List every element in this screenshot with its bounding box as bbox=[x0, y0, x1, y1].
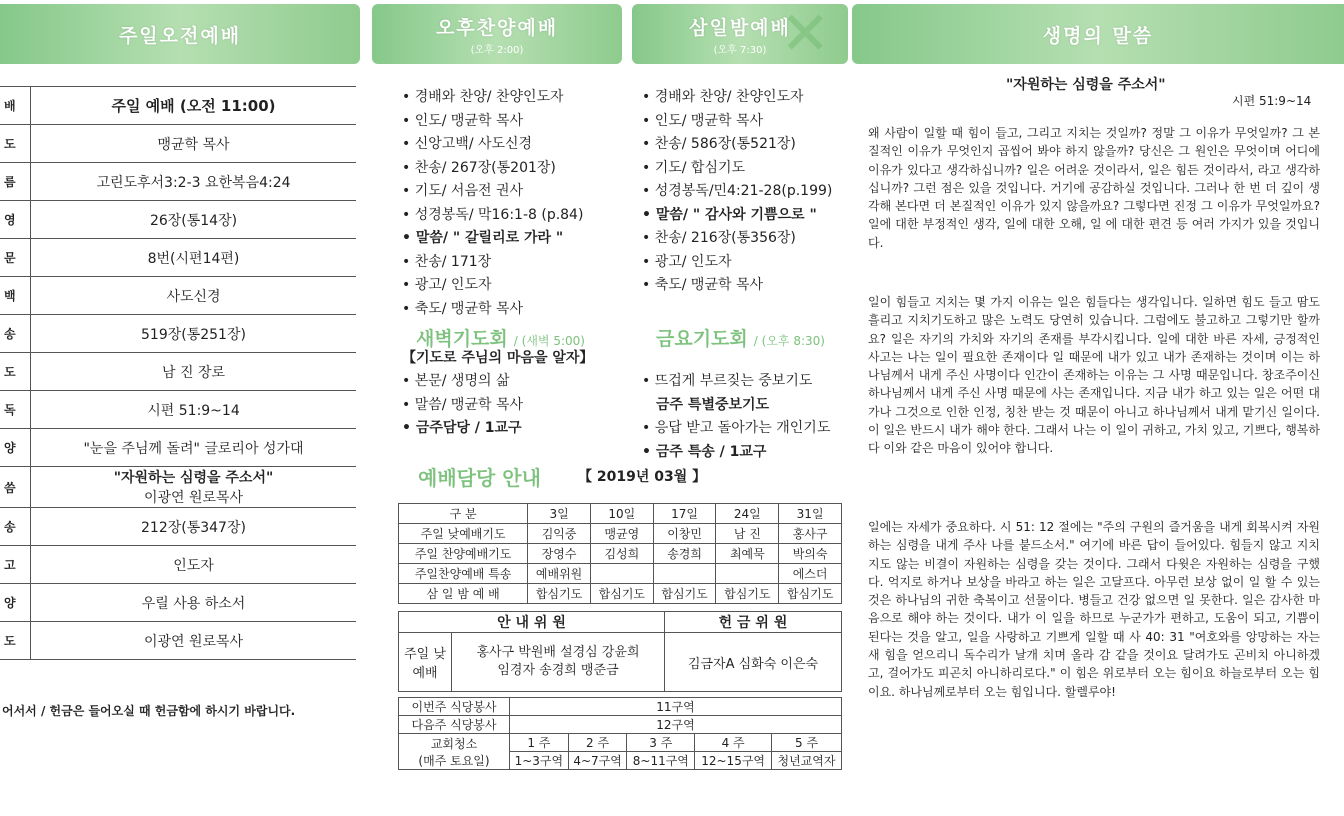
offering-note: 어서서 / 헌금은 들어오실 때 헌금함에 하시기 바랍니다. bbox=[2, 704, 296, 718]
order-value: 사도신경 bbox=[31, 277, 357, 315]
order-of-service-table bbox=[0, 86, 356, 660]
table-cell bbox=[653, 564, 716, 584]
table-cell: 주일 찬양예배기도 bbox=[399, 544, 528, 564]
table-header: 3일 bbox=[528, 504, 591, 524]
order-row bbox=[0, 277, 356, 315]
order-key: 송 bbox=[0, 508, 31, 546]
order-value: 이광연 원로목사 bbox=[31, 622, 357, 660]
table-cell: 송경희 bbox=[653, 544, 716, 564]
table-header: 헌 금 위 원 bbox=[665, 612, 842, 633]
order-row bbox=[0, 315, 356, 353]
service-duty-table bbox=[398, 697, 842, 770]
table-cell: 맹균영 bbox=[590, 524, 653, 544]
sermon-paragraph: 왜 사람이 일할 때 힘이 들고, 그리고 지치는 것일까? 정말 그 이유가 무엇일까? 그 본질적인 이유가 무엇인지 곱씹어 봐야 하지 않을까? 당신은 그 원인은 무엇이며 어디에 이유가 있다고 생각하십니까? 일은 어려운 것이라서, 일은 힘든 것이라서, 라고 생각하십니까? 그런 점은 있을 것입니다. 거기에 공감하실 것입니다. 그러나 한 번 더 깊이 생각해 본다면 더 본질적인 이유가 있지 않을까요? 그렇다면 진정 그 이유가 무엇일까요? 일에 대한 부정적인 생각, 일에 대한 오해, 일 에 대한 편견 등 여러 가지가 있을 것입니다. bbox=[868, 126, 1320, 250]
list-item: • 경배와 찬양/ 찬양인도자 bbox=[642, 86, 832, 110]
table-row bbox=[399, 524, 842, 544]
table-header-row bbox=[399, 612, 842, 633]
order-key: 문 bbox=[0, 239, 31, 277]
table-cell: 주일 낮예배 bbox=[399, 633, 452, 692]
list-item: • 말씀/ " 감사와 기쁨으로 " bbox=[642, 204, 832, 228]
table-cell: 박의숙 bbox=[779, 544, 842, 564]
order-key: 독 bbox=[0, 391, 31, 429]
table-cell: 1~3구역 bbox=[510, 752, 569, 770]
ushers-line: 임경자 송경희 맹준금 bbox=[497, 663, 619, 678]
table-cell: 합심기도 bbox=[716, 584, 779, 604]
friday-prayer-list bbox=[642, 370, 830, 464]
banner-title: 생명의 말씀 bbox=[1042, 24, 1154, 47]
table-cell bbox=[716, 564, 779, 584]
friday-title: 금요기도회 bbox=[656, 328, 748, 350]
table-row bbox=[399, 584, 842, 604]
list-item: • 성경봉독/ 막16:1-8 (p.84) bbox=[402, 204, 583, 228]
order-key: 도 bbox=[0, 353, 31, 391]
friday-time: / (오후 8:30) bbox=[753, 334, 825, 348]
order-key: 백 bbox=[0, 277, 31, 315]
dawn-time: / (새벽 5:00) bbox=[513, 334, 585, 348]
order-key: 영 bbox=[0, 201, 31, 239]
banner-time: (오후 7:30) bbox=[713, 44, 767, 56]
order-row bbox=[0, 467, 356, 508]
order-value: 시편 51:9~14 bbox=[31, 391, 357, 429]
list-item: • 경배와 찬양/ 찬양인도자 bbox=[402, 86, 583, 110]
table-row bbox=[399, 698, 842, 716]
table-cell: 2 주 bbox=[568, 734, 627, 752]
clean-label: (매주 토요일) bbox=[418, 753, 490, 768]
order-key: 송 bbox=[0, 315, 31, 353]
list-item: • 인도/ 맹균학 목사 bbox=[642, 110, 832, 134]
order-row bbox=[0, 239, 356, 277]
table-cell: 합심기도 bbox=[779, 584, 842, 604]
order-value: 인도자 bbox=[31, 546, 357, 584]
order-value: 8번(시편14편) bbox=[31, 239, 357, 277]
list-item: • 기도/ 서음전 권사 bbox=[402, 180, 583, 204]
banner-title: 오후찬양예배 bbox=[435, 16, 559, 39]
table-cell: 합심기도 bbox=[590, 584, 653, 604]
table-cell: 4~7구역 bbox=[568, 752, 627, 770]
list-item: • 성경봉독/민4:21-28(p.199) bbox=[642, 180, 832, 204]
order-row bbox=[0, 546, 356, 584]
decorative-cross-icon: ✕ bbox=[780, 0, 831, 69]
list-item: • 말씀/ " 갈릴리로 가라 " bbox=[402, 227, 583, 251]
order-row bbox=[0, 353, 356, 391]
order-value: 519장(통251장) bbox=[31, 315, 357, 353]
order-key: 고 bbox=[0, 546, 31, 584]
duty-month: 【 2019년 03월 】 bbox=[578, 469, 707, 485]
table-header: 31일 bbox=[779, 504, 842, 524]
order-row bbox=[0, 163, 356, 201]
order-key: 도 bbox=[0, 125, 31, 163]
order-value: 26장(통14장) bbox=[31, 201, 357, 239]
list-item: • 광고/ 인도자 bbox=[642, 251, 832, 275]
list-item: • 응답 받고 돌아가는 개인기도 bbox=[642, 417, 830, 441]
order-row bbox=[0, 201, 356, 239]
ushers-table bbox=[398, 611, 842, 692]
order-row bbox=[0, 508, 356, 546]
table-header: 17일 bbox=[653, 504, 716, 524]
list-item: • 찬송/ 216장(통356장) bbox=[642, 227, 832, 251]
friday-prayer-heading bbox=[656, 324, 825, 351]
list-item: • 축도/ 맹균학 목사 bbox=[402, 298, 583, 322]
sermon-paragraph: 일에는 자세가 중요하다. 시 51: 12 절에는 "주의 구원의 즐거움을 내게 회복시켜 자원하는 심령을 내게 주사 나를 붙드소서." 여기에 바른 답이 들어있다. 힘들지 않고 지치지도 않는 비결이 자원하는 심령을 갖는 것이다. 그래서 다윗은 자원하는 심령을 구했다. 억지로 하거나 보상을 바라고 하는 일은 고달프다. 아무런 보상 없이 일 할 수 있는 것은 하나님의 귀한 축복이고 선물이다. 병들고 건강 없으면 일 못한다. 일은 감사한 마음으로 해야 하는 것이다. 내가 이 일을 하므로 누군가가 편하고, 도움이 되고, 기쁨이 된다는 것을 알고, 일을 사랑하고 기쁘게 일할 때 사 40: 31 "여호와를 앙망하는 자는 새 힘을 얻으리니 독수리가 날개 치며 올라 감 같을 것이요 달려가도 곤비치 아니하겠고, 걸어가도 피곤치 아니하리로다." 이 힘은 위로부터 오는 힘이요 하늘로부터 오는 힘이요. 하나님께로부터 오는 힘입니다. 할렐루야! bbox=[868, 520, 1320, 699]
table-cell: 김금자A 심화숙 이은숙 bbox=[665, 633, 842, 692]
banner-afternoon-service bbox=[372, 4, 622, 64]
table-cell: 최예묵 bbox=[716, 544, 779, 564]
table-cell: 주일찬양예배 특송 bbox=[399, 564, 528, 584]
table-cell: 예배위원 bbox=[528, 564, 591, 584]
table-cell: 장영수 bbox=[528, 544, 591, 564]
order-key: 씀 bbox=[0, 467, 31, 508]
list-item: • 신앙고백/ 사도신경 bbox=[402, 133, 583, 157]
wednesday-service-list bbox=[642, 86, 832, 298]
table-cell bbox=[590, 564, 653, 584]
order-value: 남 진 장로 bbox=[31, 353, 357, 391]
table-cell: 에스더 bbox=[779, 564, 842, 584]
table-cell: 홍사구 bbox=[779, 524, 842, 544]
table-cell: 김성희 bbox=[590, 544, 653, 564]
banner-time: (오후 2:00) bbox=[470, 44, 524, 56]
afternoon-service-list bbox=[402, 86, 583, 321]
table-cell bbox=[452, 633, 665, 692]
ushers-line: 홍사구 박원배 설경심 강윤희 bbox=[476, 645, 640, 660]
table-cell: 삼 일 밤 예 배 bbox=[399, 584, 528, 604]
table-cell: 청년교역자 bbox=[772, 752, 842, 770]
duty-title: 예배담당 안내 bbox=[418, 466, 541, 490]
banner-title: 주일오전예배 bbox=[118, 24, 242, 47]
order-row bbox=[0, 391, 356, 429]
table-row bbox=[399, 564, 842, 584]
order-value: 맹균학 목사 bbox=[31, 125, 357, 163]
table-cell: 합심기도 bbox=[528, 584, 591, 604]
table-row bbox=[399, 716, 842, 734]
order-row bbox=[0, 584, 356, 622]
table-cell: 12~15구역 bbox=[695, 752, 772, 770]
table-row bbox=[399, 734, 842, 752]
order-key: 양 bbox=[0, 429, 31, 467]
table-cell: 4 주 bbox=[695, 734, 772, 752]
duty-table bbox=[398, 503, 842, 604]
list-item: • 광고/ 인도자 bbox=[402, 274, 583, 298]
banner-title: 삼일밤예배 bbox=[689, 16, 791, 39]
table-header-row bbox=[399, 504, 842, 524]
sermon-preacher: 이광연 원로목사 bbox=[143, 490, 244, 506]
sermon-heading: "자원하는 심령을 주소서" bbox=[1006, 77, 1166, 93]
list-item: • 본문/ 생명의 삶 bbox=[402, 370, 523, 394]
order-key: 양 bbox=[0, 584, 31, 622]
list-item: • 찬송/ 267장(통201장) bbox=[402, 157, 583, 181]
list-item: • 뜨겁게 부르짖는 중보기도 bbox=[642, 370, 830, 394]
list-item: • 금주 특송 / 1교구 bbox=[642, 441, 830, 465]
list-item: • 말씀/ 맹균학 목사 bbox=[402, 394, 523, 418]
table-cell: 김익중 bbox=[528, 524, 591, 544]
clean-label: 교회청소 bbox=[430, 736, 478, 751]
order-value: 주일 예배 (오전 11:00) bbox=[31, 87, 357, 125]
order-key: 배 bbox=[0, 87, 31, 125]
list-item: • 인도/ 맹균학 목사 bbox=[402, 110, 583, 134]
banner-word-of-life bbox=[852, 4, 1344, 64]
list-item: 금주 특별중보기도 bbox=[656, 396, 770, 413]
order-value bbox=[31, 467, 357, 508]
table-cell: 이번주 식당봉사 bbox=[399, 698, 510, 716]
list-item: • 금주담당 / 1교구 bbox=[402, 417, 523, 441]
table-header: 24일 bbox=[716, 504, 779, 524]
order-row bbox=[0, 87, 356, 125]
table-cell: 다음주 식당봉사 bbox=[399, 716, 510, 734]
table-cell: 남 진 bbox=[716, 524, 779, 544]
banner-morning-service bbox=[0, 4, 360, 64]
order-value: 212장(통347장) bbox=[31, 508, 357, 546]
table-row bbox=[399, 544, 842, 564]
order-key: 도 bbox=[0, 622, 31, 660]
order-value: 고린도후서3:2-3 요한복음4:24 bbox=[31, 163, 357, 201]
scripture-reference: 시편 51:9~14 bbox=[1232, 94, 1312, 108]
table-cell: 8~11구역 bbox=[627, 752, 695, 770]
table-cell: 1 주 bbox=[510, 734, 569, 752]
table-cell: 3 주 bbox=[627, 734, 695, 752]
dawn-title: 새벽기도회 bbox=[416, 328, 508, 350]
list-item: • 찬송/ 586장(통521장) bbox=[642, 133, 832, 157]
table-header: 10일 bbox=[590, 504, 653, 524]
table-header: 구 분 bbox=[399, 504, 528, 524]
order-row bbox=[0, 125, 356, 163]
table-header: 안 내 위 원 bbox=[399, 612, 665, 633]
table-cell: 합심기도 bbox=[653, 584, 716, 604]
order-key: 름 bbox=[0, 163, 31, 201]
table-cell bbox=[399, 734, 510, 770]
table-cell: 주일 낮예배기도 bbox=[399, 524, 528, 544]
order-value: 우릴 사용 하소서 bbox=[31, 584, 357, 622]
table-cell: 이창민 bbox=[653, 524, 716, 544]
sermon-title: "자원하는 심령을 주소서" bbox=[113, 470, 274, 486]
list-item: • 기도/ 합심기도 bbox=[642, 157, 832, 181]
table-cell: 12구역 bbox=[510, 716, 842, 734]
table-cell: 5 주 bbox=[772, 734, 842, 752]
list-item: • 찬송/ 171장 bbox=[402, 251, 583, 275]
table-row bbox=[399, 633, 842, 692]
order-row bbox=[0, 429, 356, 467]
sermon-paragraph: 일이 힘들고 지치는 몇 가지 이유는 일은 힘들다는 생각입니다. 일하면 힘도 들고 땀도 흘리고 지치기도하고 많은 노력도 당연히 있습니다. 그럼에도 불고하고 그렇기만 할까요? 일은 자기의 가치와 자기의 존재를 부각시킵니다. 일에 대한 바른 자세, 긍정적인 사고는 나는 일이 필요한 존재이다 일 때문에 내가 있고 내가 존재하는 것이며 이는 하나님께서 내게 주신 사명이다 인간이 존재하는 이유는 그 사명 때문입니다. 창조주이신 하나님께서 내게 주신 사명 때문에 사는 존재입니다. 지금 내가 하고 있는 일은 어떤 대가나 그것으로 인한 인정, 칭찬 받는 것 때문이 아니고 하나님께서 내게 맡기신 일이다. 이 일은 반드시 내가 해야 한다. 그래서 나는 이 일이 귀하고, 가치 있고, 기쁘다, 행복하다 이와 같은 마음이 있어야 합니다. bbox=[868, 295, 1320, 456]
order-row bbox=[0, 622, 356, 660]
dawn-prayer-list bbox=[402, 370, 523, 441]
order-value: "눈을 주님께 돌려" 글로리아 성가대 bbox=[31, 429, 357, 467]
dawn-theme: 【기도로 주님의 마음을 알자】 bbox=[402, 350, 594, 366]
table-cell: 11구역 bbox=[510, 698, 842, 716]
list-item: • 축도/ 맹균학 목사 bbox=[642, 274, 832, 298]
